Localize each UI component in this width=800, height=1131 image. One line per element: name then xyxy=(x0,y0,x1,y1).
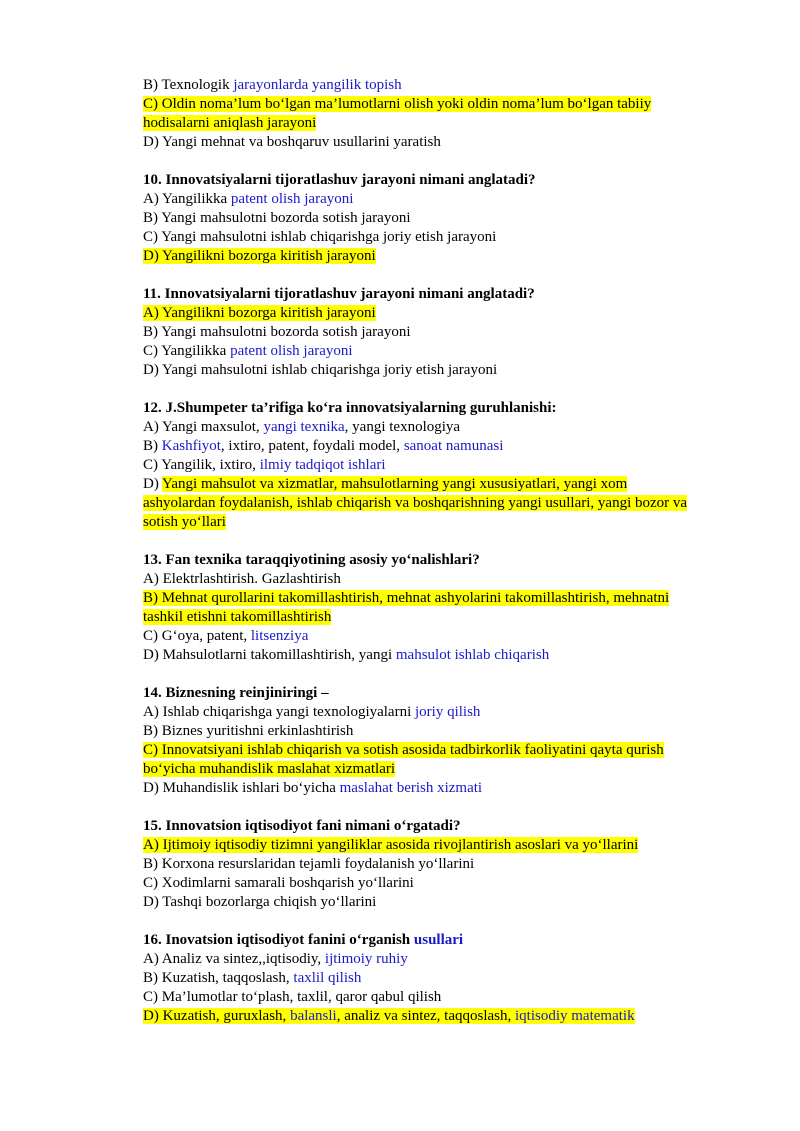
highlighted-text: iqtisodiy matematik xyxy=(515,1008,635,1024)
text-segment: 13. Fan texnika taraqqiyotining asosiy yo‘nalishlari? xyxy=(143,552,480,568)
answer-option-line xyxy=(143,950,743,969)
answer-option-line xyxy=(143,646,743,665)
highlighted-text: bo‘yicha muhandislik maslahat xizmatlari xyxy=(143,761,396,777)
text-segment: B) Kuzatish, taqqoslash, xyxy=(143,970,294,986)
answer-option-line xyxy=(143,988,743,1007)
text-segment: A) Elektrlashtirish. Gazlashtirish xyxy=(143,571,341,587)
text-segment: 10. Innovatsiyalarni tijoratlashuv jarayoni nimani anglatadi? xyxy=(143,172,536,188)
answer-option-line xyxy=(143,437,743,456)
highlighted-text: C) Innovatsiyani ishlab chiqarish va sotish asosida tadbirkorlik faoliyatini qayta qurish xyxy=(143,742,664,758)
answer-option-line xyxy=(143,760,743,779)
highlighted-text: , mehnat ashyolarini takomillashtirish, mehnatni xyxy=(379,590,670,606)
document-content xyxy=(143,76,743,1026)
question-heading xyxy=(143,285,743,304)
text-segment: 12. J.Shumpeter ta’rifiga ko‘ra innovatsiyalarning guruhlanishi: xyxy=(143,400,557,416)
answer-option-line xyxy=(143,361,743,380)
question-heading xyxy=(143,399,743,418)
blue-text: mahsulot ishlab chiqarish xyxy=(395,647,550,663)
answer-option-line xyxy=(143,855,743,874)
highlighted-text: B) Mehnat qurollarini takomillashtirish xyxy=(143,590,380,606)
answer-option-line xyxy=(143,741,743,760)
answer-option-line xyxy=(143,304,743,323)
text-segment: 14. Biznesning reinjiniringi – xyxy=(143,685,329,701)
answer-option-line xyxy=(143,893,743,912)
text-segment: D) Muhandislik ishlari bo‘yicha xyxy=(143,780,340,796)
text-segment: B) Texnologik xyxy=(143,77,234,93)
paragraph-gap xyxy=(143,266,743,285)
answer-option-line xyxy=(143,209,743,228)
answer-option-line xyxy=(143,456,743,475)
answer-option-line xyxy=(143,76,743,95)
question-heading xyxy=(143,551,743,570)
text-segment: C) Ma’lumotlar to‘plash, taxlil, qaror qabul qilish xyxy=(143,989,442,1005)
blue-text: ijtimoiy ruhiy xyxy=(324,951,408,967)
answer-option-line xyxy=(143,342,743,361)
answer-option-line xyxy=(143,114,743,133)
text-segment: 11. Innovatsiyalarni tijoratlashuv jarayoni nimani anglatadi? xyxy=(143,286,535,302)
question-heading xyxy=(143,684,743,703)
text-segment: B) Yangi mahsulotni bozorda sotish jarayoni xyxy=(143,324,411,340)
highlighted-text: D) Kuzatish, guruxlash, xyxy=(143,1008,291,1024)
paragraph-gap xyxy=(143,152,743,171)
highlighted-text: ashyolardan foydalanish xyxy=(143,495,290,511)
answer-option-line xyxy=(143,228,743,247)
highlighted-text: , ishlab chiqarish va boshqarishning yangi usullari, yangi bozor va xyxy=(289,495,688,511)
blue-text: ilmiy tadqiqot ishlari xyxy=(259,457,386,473)
blue-text: litsenziya xyxy=(250,628,309,644)
text-segment: B) Yangi mahsulotni bozorda sotish jarayoni xyxy=(143,210,411,226)
answer-option-line xyxy=(143,570,743,589)
text-segment: D) xyxy=(143,476,163,492)
answer-option-line xyxy=(143,722,743,741)
answer-option-line xyxy=(143,589,743,608)
answer-option-line xyxy=(143,494,743,513)
answer-option-line xyxy=(143,836,743,855)
highlighted-text: , analiz va sintez, taqqoslash, xyxy=(336,1008,515,1024)
answer-option-line xyxy=(143,779,743,798)
answer-option-line xyxy=(143,874,743,893)
blue-text: usullari xyxy=(413,932,464,948)
highlighted-text: D) Yangilikni bozorga kiritish jarayoni xyxy=(143,248,376,264)
text-segment: D) Mahsulotlarni takomillashtirish, yangi xyxy=(143,647,396,663)
blue-text: maslahat berish xizmati xyxy=(339,780,483,796)
text-segment: C) Yangi mahsulotni ishlab chiqarishga joriy etish jarayoni xyxy=(143,229,497,245)
answer-option-line xyxy=(143,133,743,152)
highlighted-text: sotish yo‘llari xyxy=(143,514,226,530)
paragraph-gap xyxy=(143,912,743,931)
highlighted-text: tashkil etishni takomillashtirish xyxy=(143,609,332,625)
blue-text: joriy qilish xyxy=(415,704,481,720)
answer-option-line xyxy=(143,247,743,266)
highlighted-text: C) Oldin noma’lum bo‘lgan ma’lumotlarni olish yoki oldin noma’lum bo‘lgan tabiiy xyxy=(143,96,652,112)
answer-option-line xyxy=(143,190,743,209)
text-segment: A) Yangilikka xyxy=(143,191,231,207)
text-segment: C) G‘oya, patent, xyxy=(143,628,251,644)
answer-option-line xyxy=(143,513,743,532)
text-segment: D) Yangi mehnat va boshqaruv usullarini yaratish xyxy=(143,134,441,150)
answer-option-line xyxy=(143,703,743,722)
answer-option-line xyxy=(143,95,743,114)
paragraph-gap xyxy=(143,665,743,684)
text-segment: D) Tashqi bozorlarga chiqish yo‘llarini xyxy=(143,894,377,910)
text-segment: 15. Innovatsion iqtisodiyot fani nimani o‘rgatadi? xyxy=(143,818,461,834)
paragraph-gap xyxy=(143,532,743,551)
text-segment: A) Analiz va sintez,,iqtisodiy, xyxy=(143,951,325,967)
text-segment: , ixtiro, patent, foydali model, xyxy=(220,438,404,454)
answer-option-line xyxy=(143,1007,743,1026)
text-segment: A) Yangi maxsulot, xyxy=(143,419,264,435)
text-segment: C) Yangilikka xyxy=(143,343,231,359)
highlighted-text: Yangi mahsulot va xizmatlar xyxy=(162,476,334,492)
blue-text: patent olish jarayoni xyxy=(230,343,353,359)
text-segment: 16. Inovatsion iqtisodiyot fanini o‘rganish xyxy=(143,932,414,948)
highlighted-text: balansli xyxy=(290,1008,337,1024)
highlighted-text: hodisalarni aniqlash jarayoni xyxy=(143,115,317,131)
blue-text: taxlil qilish xyxy=(293,970,362,986)
answer-option-line xyxy=(143,323,743,342)
text-segment: C) Xodimlarni samarali boshqarish yo‘llarini xyxy=(143,875,414,891)
text-segment: A) Ishlab chiqarishga yangi texnologiyalarni xyxy=(143,704,416,720)
text-segment: B) xyxy=(143,438,162,454)
blue-text: sanoat namunasi xyxy=(403,438,504,454)
text-segment: B) Biznes yuritishni erkinlashtirish xyxy=(143,723,354,739)
highlighted-text: A) Yangilikni bozorga kiritish jarayoni xyxy=(143,305,376,321)
paragraph-gap xyxy=(143,380,743,399)
blue-text: yangi texnika xyxy=(263,419,345,435)
paragraph-gap xyxy=(143,798,743,817)
question-heading xyxy=(143,171,743,190)
question-heading xyxy=(143,931,743,950)
answer-option-line xyxy=(143,627,743,646)
text-segment: , yangi texnologiya xyxy=(344,419,461,435)
highlighted-text: , mahsulotlarning yangi xususiyatlari, yangi xom xyxy=(333,476,628,492)
question-heading xyxy=(143,817,743,836)
highlighted-text: A) Ijtimoiy iqtisodiy tizimni yangiliklar asosida rivojlantirish asoslari va yo‘llarini xyxy=(143,837,639,853)
answer-option-line xyxy=(143,608,743,627)
answer-option-line xyxy=(143,418,743,437)
answer-option-line xyxy=(143,475,743,494)
text-segment: B) Korxona resurslaridan tejamli foydalanish yo‘llarini xyxy=(143,856,475,872)
blue-text: patent olish jarayoni xyxy=(230,191,354,207)
blue-text: jarayonlarda yangilik topish xyxy=(233,77,402,93)
blue-text: Kashfiyot xyxy=(161,438,221,454)
answer-option-line xyxy=(143,969,743,988)
text-segment: C) Yangilik, ixtiro, xyxy=(143,457,260,473)
text-segment: D) Yangi mahsulotni ishlab chiqarishga joriy etish jarayoni xyxy=(143,362,498,378)
